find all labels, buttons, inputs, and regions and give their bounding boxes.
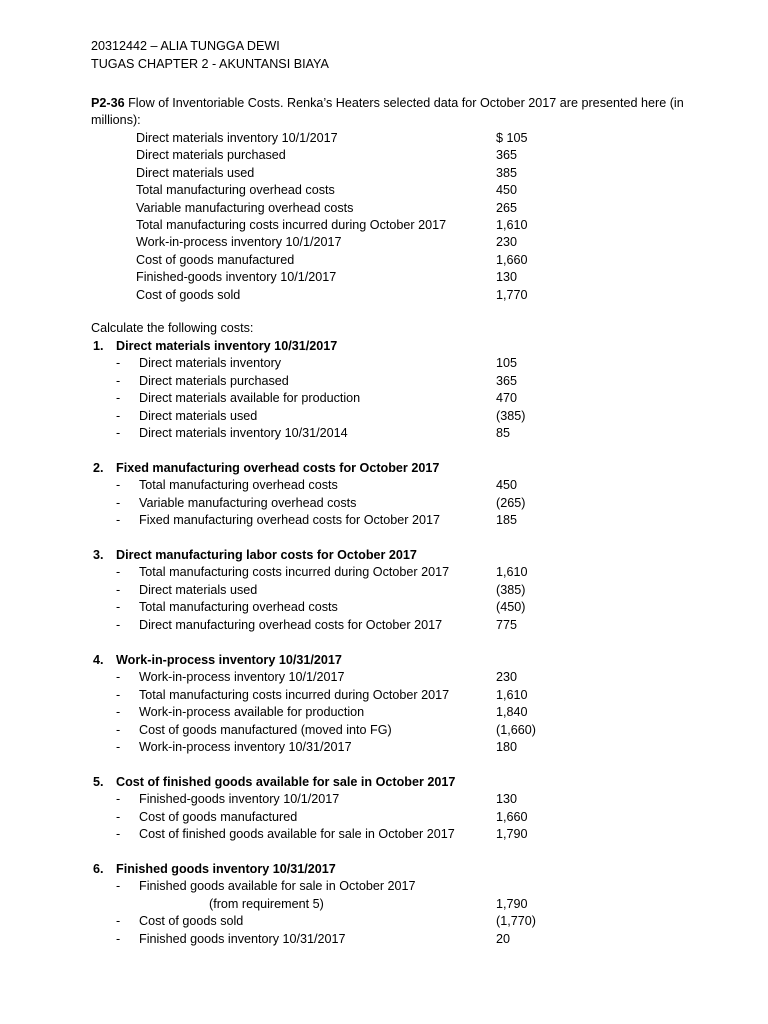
calc-row <box>0 425 768 442</box>
given-label: Work-in-process inventory 10/1/2017 <box>136 235 342 250</box>
calc-row <box>0 687 768 704</box>
calc-label: Direct materials used <box>139 582 258 597</box>
calc-row <box>0 896 768 913</box>
section-title: Direct materials inventory 10/31/2017 <box>116 339 338 353</box>
section-title: Cost of finished goods available for sale in October 2017 <box>116 775 456 789</box>
calc-row <box>0 826 768 843</box>
section-number: 5. <box>93 775 104 789</box>
calc-label: Cost of goods manufactured (moved into FG) <box>139 722 392 737</box>
calc-row <box>0 739 768 756</box>
calc-value: 450 <box>496 478 518 493</box>
section-heading <box>0 460 768 477</box>
bullet-dash: - <box>116 600 121 615</box>
calc-label: Cost of goods manufactured <box>139 809 298 824</box>
calc-label: Variable manufacturing overhead costs <box>139 495 357 510</box>
section-number: 6. <box>93 862 104 876</box>
bullet-dash: - <box>116 879 121 894</box>
bullet-dash: - <box>116 408 121 423</box>
calc-label: Work-in-process inventory 10/1/2017 <box>139 670 345 685</box>
given-label: Variable manufacturing overhead costs <box>136 200 354 215</box>
calc-value: 1,610 <box>496 565 528 580</box>
calc-label: Work-in-process available for production <box>139 705 365 720</box>
calc-label: Total manufacturing overhead costs <box>139 478 338 493</box>
section-direct-labor <box>0 547 768 634</box>
given-row <box>0 217 768 234</box>
given-row <box>0 234 768 251</box>
given-row <box>0 269 768 286</box>
calc-label: Total manufacturing overhead costs <box>139 600 338 615</box>
section-title: Direct manufacturing labor costs for October 2017 <box>116 548 417 562</box>
calc-row <box>0 791 768 808</box>
given-row <box>0 130 768 147</box>
calc-row <box>0 704 768 721</box>
calc-label: Finished-goods inventory 10/1/2017 <box>139 792 340 807</box>
given-value: 385 <box>496 165 518 180</box>
given-row <box>0 147 768 164</box>
calc-label: Cost of finished goods available for sale in October 2017 <box>139 827 455 842</box>
given-value: $ 105 <box>496 131 528 145</box>
bullet-dash: - <box>116 914 121 929</box>
section-title: Finished goods inventory 10/31/2017 <box>116 862 336 876</box>
section-heading <box>0 861 768 878</box>
calc-value: 20 <box>496 931 511 946</box>
calc-value: 1,660 <box>496 809 528 824</box>
section-number: 2. <box>93 461 104 475</box>
bullet-dash: - <box>116 827 121 842</box>
calc-label: Cost of goods sold <box>139 914 244 929</box>
problem-code: P2-36 <box>91 96 125 110</box>
calc-label: Direct materials inventory 10/31/2014 <box>139 425 348 440</box>
section-title: Work-in-process inventory 10/31/2017 <box>116 653 342 667</box>
section-number: 1. <box>93 339 104 353</box>
given-label: Direct materials used <box>136 165 255 180</box>
calc-label: Total manufacturing costs incurred during October 2017 <box>139 687 450 702</box>
calc-row <box>0 477 768 494</box>
calc-value: 1,790 <box>496 896 528 911</box>
calc-row <box>0 408 768 425</box>
calc-label: Fixed manufacturing overhead costs for October 2017 <box>139 513 441 528</box>
bullet-dash: - <box>116 565 121 580</box>
calc-row <box>0 878 768 895</box>
bullet-dash: - <box>116 722 121 737</box>
given-row <box>0 182 768 199</box>
bullet-dash: - <box>116 670 121 685</box>
given-value: 230 <box>496 235 518 250</box>
section-fixed-overhead <box>0 460 768 530</box>
given-row <box>0 287 768 304</box>
bullet-dash: - <box>116 391 121 406</box>
calc-value: (1,770) <box>496 914 536 929</box>
bullet-dash: - <box>116 931 121 946</box>
bullet-dash: - <box>116 478 121 493</box>
bullet-dash: - <box>116 495 121 510</box>
calc-label: Direct materials purchased <box>139 373 289 388</box>
calc-row <box>0 355 768 372</box>
section-title: Fixed manufacturing overhead costs for October 2017 <box>116 461 440 475</box>
given-data-list <box>0 130 768 304</box>
calc-row <box>0 495 768 512</box>
given-label: Total manufacturing overhead costs <box>136 183 335 198</box>
given-row <box>0 200 768 217</box>
calc-value: (1,660) <box>496 722 536 737</box>
given-value: 1,610 <box>496 217 528 232</box>
section-finished-goods-available <box>0 774 768 844</box>
calc-value: (385) <box>496 408 526 423</box>
calc-row <box>0 617 768 634</box>
section-finished-goods-inventory <box>0 861 768 948</box>
bullet-dash: - <box>116 617 121 632</box>
calc-label: Work-in-process inventory 10/31/2017 <box>139 739 352 754</box>
calc-value: 470 <box>496 391 518 406</box>
calc-row <box>0 373 768 390</box>
section-number: 3. <box>93 548 104 562</box>
given-row <box>0 165 768 182</box>
calc-row <box>0 582 768 599</box>
calc-value: (450) <box>496 600 526 615</box>
given-value: 130 <box>496 270 518 285</box>
calc-value: 1,790 <box>496 827 528 842</box>
calc-label: Finished goods inventory 10/31/2017 <box>139 931 346 946</box>
calc-value: 775 <box>496 617 518 632</box>
given-label: Direct materials purchased <box>136 148 286 163</box>
given-label: Total manufacturing costs incurred during October 2017 <box>136 217 447 232</box>
calc-value: 105 <box>496 356 518 371</box>
given-value: 1,660 <box>496 252 528 267</box>
calc-label: Total manufacturing costs incurred during October 2017 <box>139 565 450 580</box>
calc-row <box>0 599 768 616</box>
calc-row <box>0 931 768 948</box>
bullet-dash: - <box>116 687 121 702</box>
calc-value: 185 <box>496 513 518 528</box>
calc-label: Direct materials available for production <box>139 391 361 406</box>
given-label: Cost of goods sold <box>136 287 241 302</box>
calc-value: (385) <box>496 582 526 597</box>
calc-row <box>0 512 768 529</box>
bullet-dash: - <box>116 792 121 807</box>
section-direct-materials-inventory <box>0 338 768 442</box>
calc-row <box>0 564 768 581</box>
given-label: Cost of goods manufactured <box>136 252 295 267</box>
given-label: Finished-goods inventory 10/1/2017 <box>136 270 337 285</box>
bullet-dash: - <box>116 373 121 388</box>
given-value: 1,770 <box>496 287 528 302</box>
calc-row <box>0 722 768 739</box>
calc-value: 230 <box>496 670 518 685</box>
bullet-dash: - <box>116 356 121 371</box>
calc-row <box>0 669 768 686</box>
calc-value: 180 <box>496 739 518 754</box>
problem-text: Flow of Inventoriable Costs. Renka’s Heaters selected data for October 2017 are presented here (in millions): <box>91 96 684 128</box>
assignment-title: TUGAS CHAPTER 2 - AKUNTANSI BIAYA <box>91 57 329 71</box>
section-heading <box>0 338 768 355</box>
calc-label: Direct materials used <box>139 408 258 423</box>
calc-value: 1,610 <box>496 687 528 702</box>
calc-value: 365 <box>496 373 518 388</box>
problem-statement <box>91 95 691 130</box>
given-value: 265 <box>496 200 518 215</box>
given-value: 365 <box>496 148 518 163</box>
bullet-dash: - <box>116 513 121 528</box>
bullet-dash: - <box>116 739 121 754</box>
calc-value: 130 <box>496 792 518 807</box>
bullet-dash: - <box>116 705 121 720</box>
section-heading <box>0 652 768 669</box>
given-row <box>0 252 768 269</box>
given-label: Direct materials inventory 10/1/2017 <box>136 131 338 145</box>
calc-label: Direct manufacturing overhead costs for October 2017 <box>139 617 443 632</box>
bullet-dash: - <box>116 809 121 824</box>
calc-row <box>0 809 768 826</box>
calc-label: Direct materials inventory <box>139 356 282 371</box>
section-number: 4. <box>93 653 104 667</box>
given-value: 450 <box>496 183 518 198</box>
calc-label: (from requirement 5) <box>209 896 324 911</box>
section-heading <box>0 547 768 564</box>
student-header: 20312442 – ALIA TUNGGA DEWI <box>91 39 280 53</box>
calculate-instruction: Calculate the following costs: <box>91 321 254 335</box>
section-heading <box>0 774 768 791</box>
calc-value: (265) <box>496 495 526 510</box>
calc-row <box>0 913 768 930</box>
calc-row <box>0 390 768 407</box>
bullet-dash: - <box>116 425 121 440</box>
calc-value: 1,840 <box>496 705 528 720</box>
section-wip-inventory <box>0 652 768 756</box>
calc-value: 85 <box>496 425 511 440</box>
bullet-dash: - <box>116 582 121 597</box>
calc-label: Finished goods available for sale in October 2017 <box>139 879 416 894</box>
